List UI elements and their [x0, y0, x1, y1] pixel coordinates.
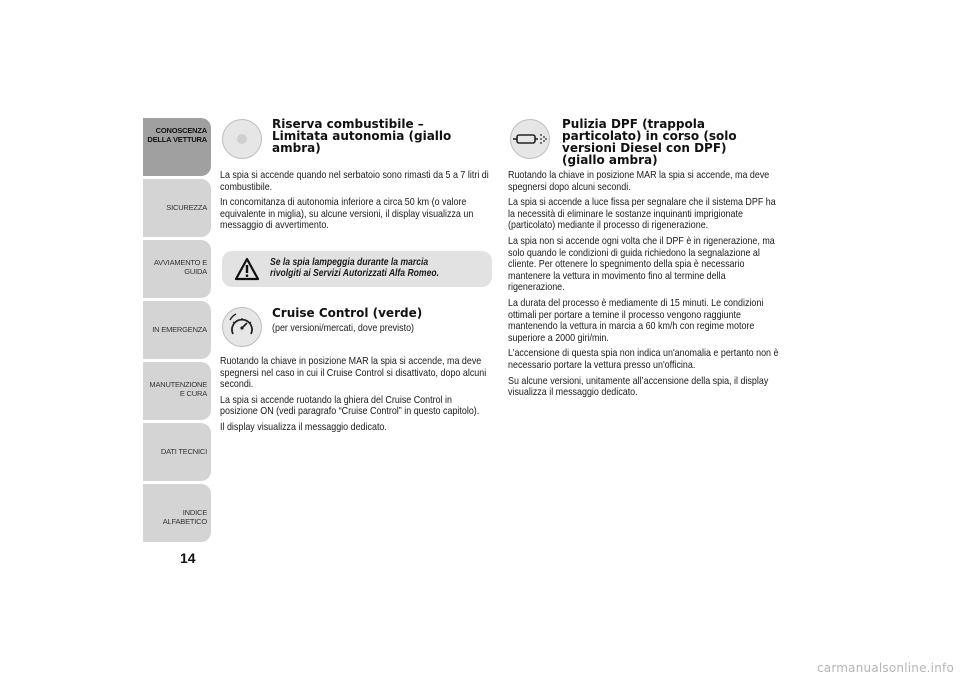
tab-manutenzione-e-cura[interactable]: MANUTENZIONE E CURA [143, 362, 211, 420]
warning-text: Se la spia lampeggia durante la marcia rivolgiti ai Servizi Autorizzati Alfa Romeo. [270, 257, 440, 279]
tab-dati-tecnici[interactable]: DATI TECNICI [143, 423, 211, 481]
section-fuel-reserve-body [220, 170, 492, 236]
watermark: carmanualsonline.info [817, 661, 954, 675]
tab-avviamento-e-guida[interactable]: AVVIAMENTO E GUIDA [143, 240, 211, 298]
paragraph: La durata del processo è mediamente di 15 minuti. Le condizioni ottimali per portare a temine il processo vengono raggiunte mantenendo la vettura in marcia a 60 km/h con regime motore superiore a 2000 giri/min. [508, 297, 764, 344]
section-title-dpf: Pulizia DPF (trappola particolato) in corso (solo versioni Diesel con DPF) (giallo ambra) [562, 117, 737, 167]
warning-triangle-icon [234, 257, 260, 281]
cruise-control-light-icon [222, 307, 262, 347]
section-dpf-body [508, 170, 780, 403]
paragraph: La spia si accende ruotando la ghiera del Cruise Control in posizione ON (vedi paragrafo “Cruise Control” in questo capitolo). [220, 394, 480, 418]
paragraph: Ruotando la chiave in posizione MAR la spia si accende, ma deve spegnersi nel caso in cui il Cruise Control si disattivato, dopo alcuni secondi. [220, 356, 487, 391]
paragraph: Su alcune versioni, unitamente all’accensione della spia, il display visualizza il messaggio dedicato. [508, 375, 769, 399]
section-title-fuel-reserve: Riserva combustibile – Limitata autonomia (giallo ambra) [272, 117, 452, 155]
fuel-reserve-warning-light-icon [222, 119, 262, 159]
tab-sicurezza[interactable]: SICUREZZA [143, 179, 211, 237]
paragraph: L’accensione di questa spia non indica un'anomalia e pertanto non è necessario portare la vettura presso un'officina. [508, 348, 779, 371]
paragraph: La spia non si accende ogni volta che il DPF è in rigenerazione, ma solo quando le condizioni di guida richiedono la segnalazione al cliente. Per ottenere lo spegnimento della spia è necessario mantenere la vettura in movimento fino al termine della rigenerazione. [508, 235, 775, 294]
tab-in-emergenza[interactable]: IN EMERGENZA [143, 301, 211, 359]
paragraph: Il display visualizza il messaggio dedicato. [220, 421, 387, 433]
section-dpf-title-wrap [562, 118, 767, 166]
section-title-cruise-control: Cruise Control (verde) [272, 306, 423, 320]
section-cruise-control-title-wrap [272, 307, 492, 339]
page-number: 14 [180, 550, 196, 566]
speedometer-icon [223, 308, 261, 346]
section-fuel-reserve-title-wrap [272, 118, 482, 154]
section-subtitle: (per versioni/mercati, dove previsto) [272, 323, 415, 334]
tab-indice-alfabetico[interactable]: INDICE ALFABETICO [143, 484, 211, 542]
paragraph: La spia si accende a luce fissa per segnalare che il sistema DPF ha la necessità di eliminare le sostanze inquinanti imprigionate (particolato) mediante il processo di rigenerazione. [508, 197, 776, 232]
paragraph: La spia si accende quando nel serbatoio sono rimasti da 5 a 7 litri di combustibile. [220, 170, 489, 193]
dpf-warning-light-icon [510, 119, 550, 159]
section-cruise-control-body [220, 356, 492, 438]
warning-note-box [222, 251, 492, 287]
paragraph: Ruotando la chiave in posizione MAR la spia si accende, ma deve spegnersi dopo alcuni secondi. [508, 170, 770, 193]
tab-conoscenza-della-vettura[interactable]: CONOSCENZA DELLA VETTURA [143, 118, 211, 176]
particulate-filter-icon [511, 120, 549, 158]
warning-light-dot-icon [237, 134, 247, 144]
paragraph: In concomitanza di autonomia inferiore a circa 50 km (o valore equivalente in miglia), su alcune versioni, il display visualizza un messaggio di avvertimento. [220, 197, 474, 232]
